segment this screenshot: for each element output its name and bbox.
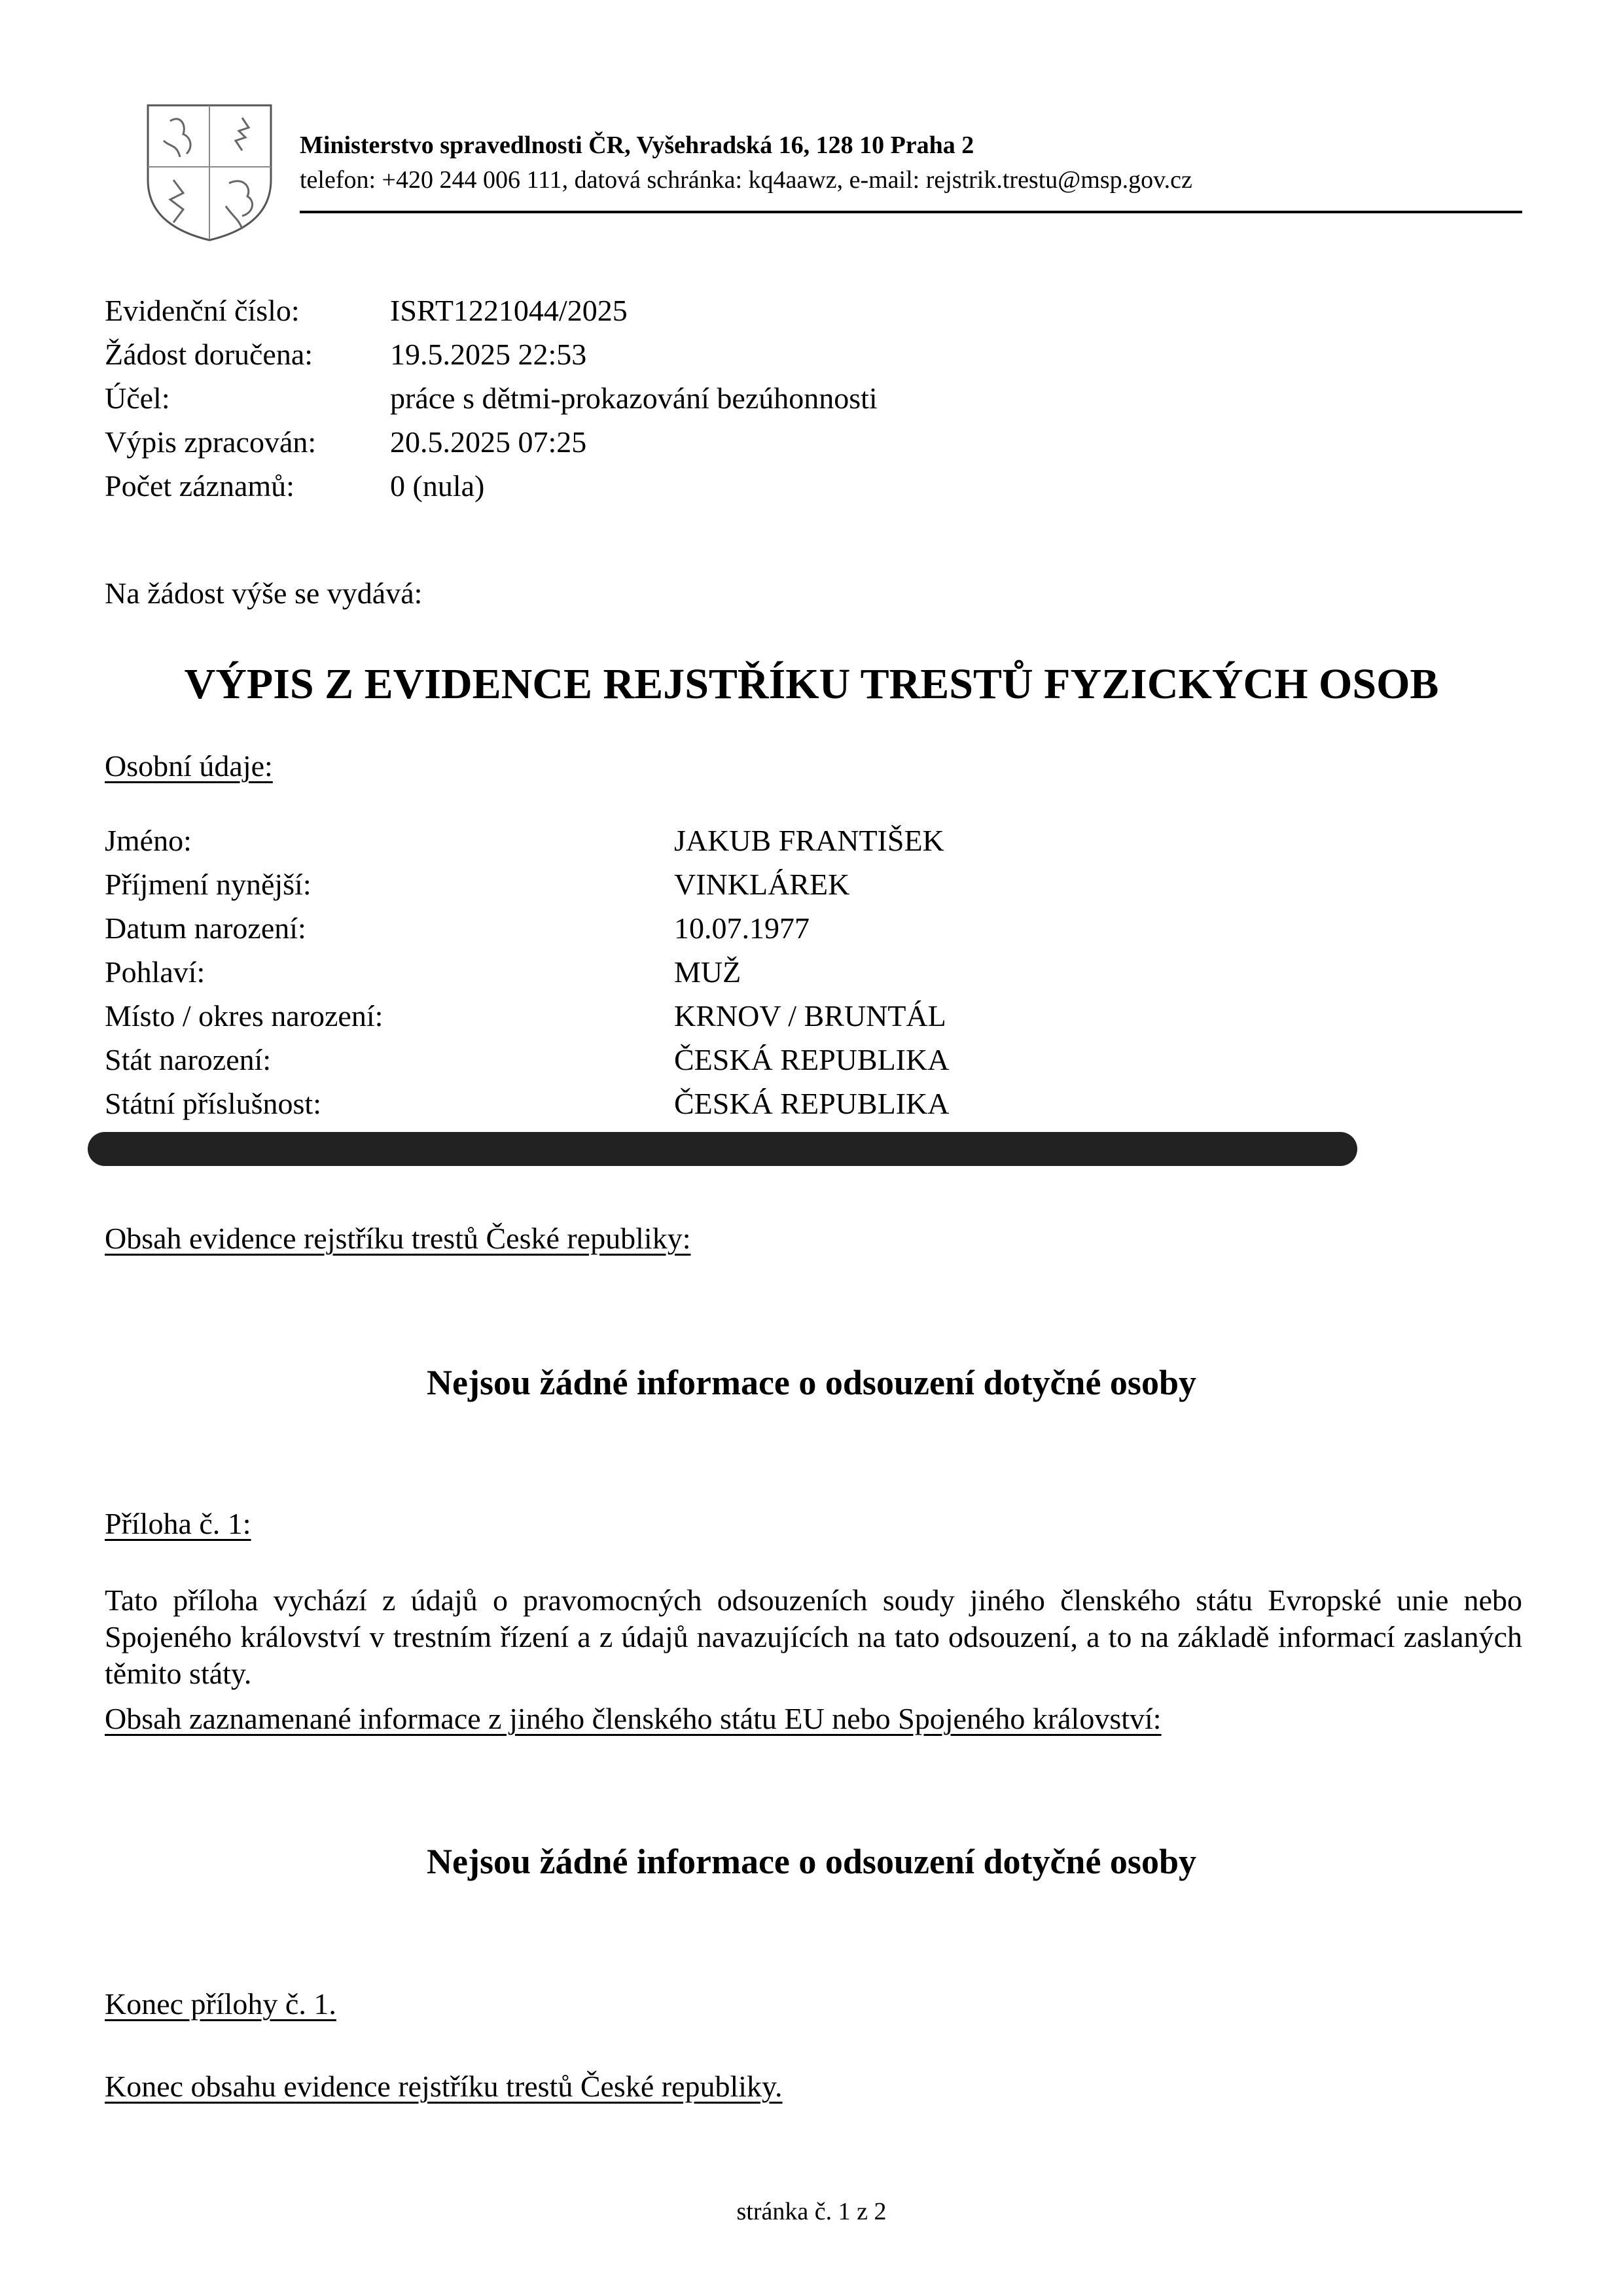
no-conviction-statement-eu: Nejsou žádné informace o odsouzení dotyčné osoby	[427, 1842, 1196, 1881]
personal-label: Stát narození:	[105, 1043, 272, 1076]
request-label: Výpis zpracován:	[105, 425, 317, 459]
document-title: VÝPIS Z EVIDENCE REJSTŘÍKU TRESTŮ FYZICKÝCH OSOB	[184, 660, 1439, 708]
request-value: práce s dětmi-prokazování bezúhonnosti	[390, 381, 878, 415]
request-label: Žádost doručena:	[105, 338, 313, 371]
eu-records-heading: Obsah zaznamenané informace z jiného členského státu EU nebo Spojeného království:	[105, 1702, 1162, 1735]
personal-value: ČESKÁ REPUBLIKA	[674, 1087, 950, 1120]
request-value: 19.5.2025 22:53	[390, 338, 587, 371]
personal-value: ČESKÁ REPUBLIKA	[674, 1043, 950, 1076]
request-value: 0 (nula)	[390, 469, 485, 503]
annex-heading: Příloha č. 1:	[105, 1507, 251, 1540]
page-number: stránka č. 1 z 2	[736, 2198, 887, 2225]
personal-label: Státní příslušnost:	[105, 1087, 321, 1120]
issued-statement: Na žádost výše se vydává:	[105, 576, 423, 610]
personal-value: 10.07.1977	[674, 911, 810, 945]
personal-value: MUŽ	[674, 955, 741, 989]
personal-value: KRNOV / BRUNTÁL	[674, 999, 946, 1033]
annex-paragraph: Tato příloha vychází z údajů o pravomocných odsouzeních soudy jiného členského státu Evropské unie nebo Spojeného království v trestním řízení a z údajů navazujících na tato odsouzení, a to na základě informací zaslaných těmito státy.	[105, 1583, 1522, 1690]
no-conviction-statement: Nejsou žádné informace o odsouzení dotyčné osoby	[427, 1363, 1196, 1402]
personal-label: Jméno:	[105, 824, 192, 857]
redaction-bar	[88, 1132, 1357, 1166]
request-label: Evidenční číslo:	[105, 294, 300, 327]
request-value: ISRT1221044/2025	[390, 294, 628, 327]
personal-value: VINKLÁREK	[674, 868, 850, 901]
personal-value: JAKUB FRANTIŠEK	[674, 824, 944, 857]
czech-coat-of-arms-icon	[144, 101, 275, 242]
ministry-address: Ministerstvo spravedlnosti ČR, Vyšehradská 16, 128 10 Praha 2	[300, 132, 974, 159]
cz-records-end: Konec obsahu evidence rejstříku trestů České republiky.	[105, 2070, 783, 2103]
ministry-contacts: telefon: +420 244 006 111, datová schránka: kq4aawz, e-mail: rejstrik.trestu@msp.gov.cz	[300, 166, 1192, 194]
request-value: 20.5.2025 07:25	[390, 425, 587, 459]
personal-label: Místo / okres narození:	[105, 999, 383, 1033]
request-label: Účel:	[105, 381, 170, 415]
personal-label: Pohlaví:	[105, 955, 205, 989]
request-label: Počet záznamů:	[105, 469, 294, 503]
annex-end: Konec přílohy č. 1.	[105, 1987, 336, 2021]
cz-records-heading: Obsah evidence rejstříku trestů České republiky:	[105, 1222, 691, 1255]
header-divider	[300, 211, 1522, 213]
personal-label: Datum narození:	[105, 911, 306, 945]
personal-heading: Osobní údaje:	[105, 749, 273, 783]
personal-label: Příjmení nynější:	[105, 868, 312, 901]
